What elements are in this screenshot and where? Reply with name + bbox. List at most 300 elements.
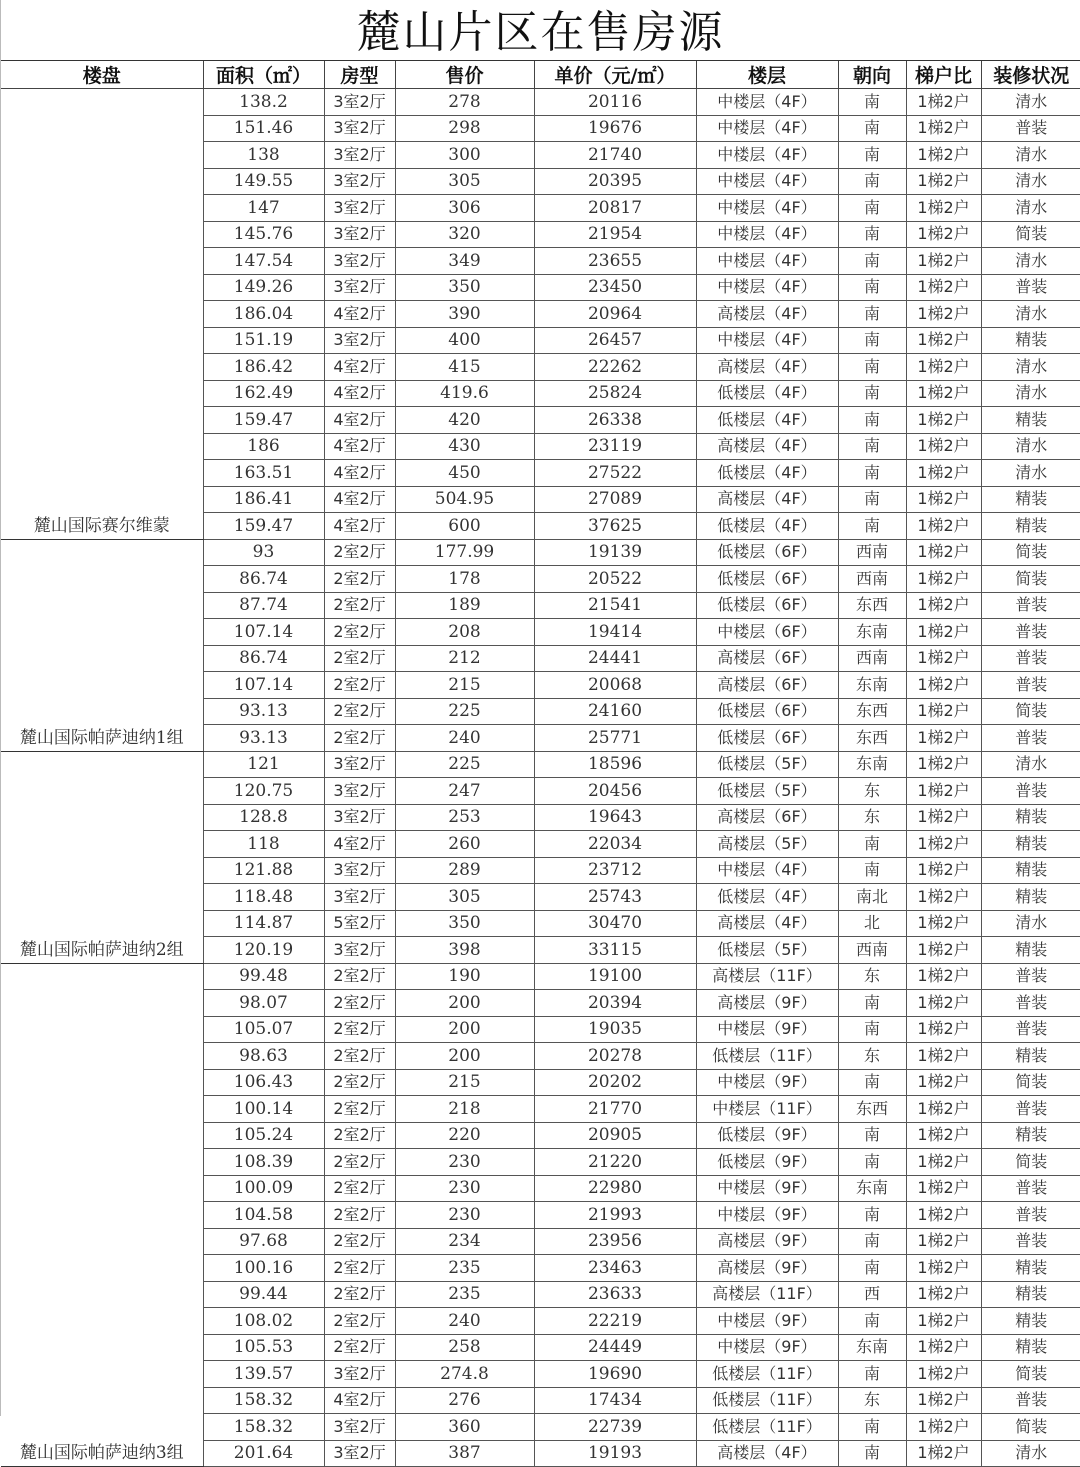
area-cell: 93 <box>203 539 324 566</box>
decoration-cell: 普装 <box>981 1387 1080 1414</box>
layout-cell: 4室2厅 <box>324 354 395 381</box>
orientation-cell: 南 <box>838 1016 906 1043</box>
price-cell: 504.95 <box>395 486 534 513</box>
elevator-ratio-cell: 1梯2户 <box>906 115 981 142</box>
orientation-cell: 东西 <box>838 725 906 752</box>
floor-cell: 低楼层（5F） <box>696 937 838 964</box>
unit-price-cell: 23712 <box>534 857 696 884</box>
layout-cell: 3室2厅 <box>324 884 395 911</box>
elevator-ratio-cell: 1梯2户 <box>906 1096 981 1123</box>
orientation-cell: 南 <box>838 1149 906 1176</box>
orientation-cell: 南 <box>838 274 906 301</box>
orientation-cell: 南 <box>838 115 906 142</box>
price-cell: 387 <box>395 1440 534 1467</box>
layout-cell: 3室2厅 <box>324 221 395 248</box>
price-cell: 218 <box>395 1096 534 1123</box>
floor-cell: 低楼层（5F） <box>696 751 838 778</box>
listings-table <box>1 61 1080 1467</box>
orientation-cell: 南 <box>838 221 906 248</box>
floor-cell: 低楼层（9F） <box>696 1149 838 1176</box>
floor-cell: 高楼层（4F） <box>696 1440 838 1467</box>
layout-cell: 2室2厅 <box>324 963 395 990</box>
decoration-cell: 普装 <box>981 115 1080 142</box>
floor-cell: 低楼层（11F） <box>696 1387 838 1414</box>
layout-cell: 3室2厅 <box>324 327 395 354</box>
price-cell: 289 <box>395 857 534 884</box>
layout-cell: 4室2厅 <box>324 380 395 407</box>
elevator-ratio-cell: 1梯2户 <box>906 354 981 381</box>
area-cell: 105.53 <box>203 1334 324 1361</box>
unit-price-cell: 37625 <box>534 513 696 540</box>
decoration-cell: 简装 <box>981 1069 1080 1096</box>
unit-price-cell: 20395 <box>534 168 696 195</box>
area-cell: 107.14 <box>203 619 324 646</box>
decoration-cell: 简装 <box>981 1361 1080 1388</box>
area-cell: 151.19 <box>203 327 324 354</box>
unit-price-cell: 25771 <box>534 725 696 752</box>
unit-price-cell: 24449 <box>534 1334 696 1361</box>
unit-price-cell: 19100 <box>534 963 696 990</box>
decoration-cell: 清水 <box>981 460 1080 487</box>
elevator-ratio-cell: 1梯2户 <box>906 486 981 513</box>
table-row <box>1 89 1080 116</box>
decoration-cell: 清水 <box>981 142 1080 169</box>
table-row <box>1 539 1080 566</box>
decoration-cell: 精装 <box>981 1281 1080 1308</box>
unit-price-cell: 19414 <box>534 619 696 646</box>
price-cell: 398 <box>395 937 534 964</box>
elevator-ratio-cell: 1梯2户 <box>906 195 981 222</box>
orientation-cell: 西南 <box>838 937 906 964</box>
price-cell: 208 <box>395 619 534 646</box>
floor-cell: 低楼层（6F） <box>696 539 838 566</box>
price-cell: 240 <box>395 1308 534 1335</box>
price-cell: 278 <box>395 89 534 116</box>
decoration-cell: 清水 <box>981 89 1080 116</box>
orientation-cell: 南 <box>838 1202 906 1229</box>
project-name-cell: 麓山国际帕萨迪纳1组 <box>1 539 203 751</box>
floor-cell: 中楼层（9F） <box>696 1334 838 1361</box>
price-cell: 230 <box>395 1149 534 1176</box>
unit-price-cell: 23119 <box>534 433 696 460</box>
unit-price-cell: 22739 <box>534 1414 696 1441</box>
floor-cell: 低楼层（6F） <box>696 698 838 725</box>
floor-cell: 低楼层（4F） <box>696 460 838 487</box>
price-cell: 274.8 <box>395 1361 534 1388</box>
decoration-cell: 精装 <box>981 831 1080 858</box>
elevator-ratio-cell: 1梯2户 <box>906 221 981 248</box>
decoration-cell: 清水 <box>981 354 1080 381</box>
header-layout: 房型 <box>324 61 395 89</box>
floor-cell: 高楼层（4F） <box>696 433 838 460</box>
layout-cell: 4室2厅 <box>324 1387 395 1414</box>
price-cell: 200 <box>395 1043 534 1070</box>
layout-cell: 2室2厅 <box>324 1175 395 1202</box>
unit-price-cell: 19139 <box>534 539 696 566</box>
layout-cell: 2室2厅 <box>324 592 395 619</box>
price-cell: 350 <box>395 910 534 937</box>
unit-price-cell: 26457 <box>534 327 696 354</box>
elevator-ratio-cell: 1梯2户 <box>906 990 981 1017</box>
floor-cell: 低楼层（11F） <box>696 1414 838 1441</box>
unit-price-cell: 20905 <box>534 1122 696 1149</box>
orientation-cell: 南 <box>838 1228 906 1255</box>
elevator-ratio-cell: 1梯2户 <box>906 1308 981 1335</box>
decoration-cell: 精装 <box>981 1122 1080 1149</box>
orientation-cell: 东 <box>838 1043 906 1070</box>
area-cell: 107.14 <box>203 672 324 699</box>
layout-cell: 3室2厅 <box>324 751 395 778</box>
layout-cell: 2室2厅 <box>324 645 395 672</box>
layout-cell: 2室2厅 <box>324 1255 395 1282</box>
elevator-ratio-cell: 1梯2户 <box>906 1149 981 1176</box>
price-cell: 230 <box>395 1202 534 1229</box>
area-cell: 138.2 <box>203 89 324 116</box>
price-cell: 390 <box>395 301 534 328</box>
floor-cell: 高楼层（9F） <box>696 990 838 1017</box>
layout-cell: 3室2厅 <box>324 937 395 964</box>
floor-cell: 低楼层（4F） <box>696 380 838 407</box>
header-row <box>1 61 1080 89</box>
elevator-ratio-cell: 1梯2户 <box>906 168 981 195</box>
elevator-ratio-cell: 1梯2户 <box>906 1043 981 1070</box>
price-cell: 298 <box>395 115 534 142</box>
layout-cell: 3室2厅 <box>324 89 395 116</box>
price-cell: 258 <box>395 1334 534 1361</box>
price-cell: 276 <box>395 1387 534 1414</box>
floor-cell: 中楼层（9F） <box>696 1202 838 1229</box>
area-cell: 93.13 <box>203 725 324 752</box>
unit-price-cell: 30470 <box>534 910 696 937</box>
orientation-cell: 南 <box>838 460 906 487</box>
area-cell: 118.48 <box>203 884 324 911</box>
layout-cell: 3室2厅 <box>324 1414 395 1441</box>
floor-cell: 低楼层（4F） <box>696 513 838 540</box>
elevator-ratio-cell: 1梯2户 <box>906 380 981 407</box>
price-cell: 230 <box>395 1175 534 1202</box>
orientation-cell: 东南 <box>838 1175 906 1202</box>
unit-price-cell: 19690 <box>534 1361 696 1388</box>
orientation-cell: 东 <box>838 1387 906 1414</box>
decoration-cell: 清水 <box>981 195 1080 222</box>
price-cell: 600 <box>395 513 534 540</box>
orientation-cell: 东西 <box>838 592 906 619</box>
unit-price-cell: 23633 <box>534 1281 696 1308</box>
orientation-cell: 南 <box>838 407 906 434</box>
header-unit-price: 单价（元/㎡） <box>534 61 696 89</box>
floor-cell: 中楼层（4F） <box>696 89 838 116</box>
floor-cell: 中楼层（4F） <box>696 195 838 222</box>
unit-price-cell: 20278 <box>534 1043 696 1070</box>
floor-cell: 中楼层（6F） <box>696 619 838 646</box>
orientation-cell: 南 <box>838 354 906 381</box>
area-cell: 118 <box>203 831 324 858</box>
floor-cell: 低楼层（6F） <box>696 592 838 619</box>
decoration-cell: 精装 <box>981 327 1080 354</box>
layout-cell: 3室2厅 <box>324 804 395 831</box>
orientation-cell: 南 <box>838 513 906 540</box>
table-body <box>1 89 1080 1467</box>
orientation-cell: 东 <box>838 778 906 805</box>
elevator-ratio-cell: 1梯2户 <box>906 1440 981 1467</box>
orientation-cell: 东南 <box>838 751 906 778</box>
price-cell: 225 <box>395 698 534 725</box>
layout-cell: 2室2厅 <box>324 1202 395 1229</box>
elevator-ratio-cell: 1梯2户 <box>906 963 981 990</box>
unit-price-cell: 21740 <box>534 142 696 169</box>
price-cell: 200 <box>395 1016 534 1043</box>
unit-price-cell: 20964 <box>534 301 696 328</box>
layout-cell: 2室2厅 <box>324 1281 395 1308</box>
layout-cell: 2室2厅 <box>324 1228 395 1255</box>
area-cell: 147.54 <box>203 248 324 275</box>
elevator-ratio-cell: 1梯2户 <box>906 1228 981 1255</box>
area-cell: 108.39 <box>203 1149 324 1176</box>
price-cell: 415 <box>395 354 534 381</box>
orientation-cell: 西南 <box>838 539 906 566</box>
decoration-cell: 清水 <box>981 301 1080 328</box>
floor-cell: 高楼层（11F） <box>696 963 838 990</box>
orientation-cell: 南 <box>838 857 906 884</box>
elevator-ratio-cell: 1梯2户 <box>906 1361 981 1388</box>
elevator-ratio-cell: 1梯2户 <box>906 804 981 831</box>
area-cell: 100.16 <box>203 1255 324 1282</box>
decoration-cell: 精装 <box>981 1043 1080 1070</box>
unit-price-cell: 23956 <box>534 1228 696 1255</box>
floor-cell: 高楼层（6F） <box>696 672 838 699</box>
layout-cell: 3室2厅 <box>324 142 395 169</box>
price-cell: 430 <box>395 433 534 460</box>
decoration-cell: 简装 <box>981 1149 1080 1176</box>
area-cell: 138 <box>203 142 324 169</box>
orientation-cell: 南 <box>838 1361 906 1388</box>
orientation-cell: 南 <box>838 1255 906 1282</box>
unit-price-cell: 19193 <box>534 1440 696 1467</box>
price-cell: 420 <box>395 407 534 434</box>
layout-cell: 2室2厅 <box>324 1069 395 1096</box>
area-cell: 186.04 <box>203 301 324 328</box>
floor-cell: 高楼层（6F） <box>696 645 838 672</box>
price-cell: 225 <box>395 751 534 778</box>
area-cell: 114.87 <box>203 910 324 937</box>
price-cell: 212 <box>395 645 534 672</box>
area-cell: 158.32 <box>203 1387 324 1414</box>
elevator-ratio-cell: 1梯2户 <box>906 460 981 487</box>
orientation-cell: 南 <box>838 433 906 460</box>
decoration-cell: 简装 <box>981 539 1080 566</box>
decoration-cell: 简装 <box>981 698 1080 725</box>
orientation-cell: 东 <box>838 963 906 990</box>
decoration-cell: 普装 <box>981 592 1080 619</box>
layout-cell: 5室2厅 <box>324 910 395 937</box>
floor-cell: 低楼层（11F） <box>696 1361 838 1388</box>
layout-cell: 4室2厅 <box>324 460 395 487</box>
elevator-ratio-cell: 1梯2户 <box>906 778 981 805</box>
elevator-ratio-cell: 1梯2户 <box>906 407 981 434</box>
decoration-cell: 普装 <box>981 963 1080 990</box>
price-cell: 189 <box>395 592 534 619</box>
floor-cell: 中楼层（4F） <box>696 142 838 169</box>
elevator-ratio-cell: 1梯2户 <box>906 857 981 884</box>
price-cell: 260 <box>395 831 534 858</box>
price-cell: 320 <box>395 221 534 248</box>
area-cell: 105.07 <box>203 1016 324 1043</box>
floor-cell: 中楼层（11F） <box>696 1096 838 1123</box>
elevator-ratio-cell: 1梯2户 <box>906 1202 981 1229</box>
decoration-cell: 清水 <box>981 248 1080 275</box>
price-cell: 349 <box>395 248 534 275</box>
orientation-cell: 东南 <box>838 672 906 699</box>
floor-cell: 低楼层（11F） <box>696 1043 838 1070</box>
decoration-cell: 精装 <box>981 1255 1080 1282</box>
unit-price-cell: 27089 <box>534 486 696 513</box>
area-cell: 121.88 <box>203 857 324 884</box>
floor-cell: 低楼层（6F） <box>696 566 838 593</box>
layout-cell: 3室2厅 <box>324 248 395 275</box>
orientation-cell: 南 <box>838 1122 906 1149</box>
area-cell: 147 <box>203 195 324 222</box>
layout-cell: 3室2厅 <box>324 778 395 805</box>
decoration-cell: 普装 <box>981 725 1080 752</box>
header-orientation: 朝向 <box>838 61 906 89</box>
orientation-cell: 西南 <box>838 566 906 593</box>
page-title: 麓山片区在售房源 <box>1 0 1080 61</box>
unit-price-cell: 25743 <box>534 884 696 911</box>
layout-cell: 2室2厅 <box>324 1122 395 1149</box>
area-cell: 87.74 <box>203 592 324 619</box>
elevator-ratio-cell: 1梯2户 <box>906 1016 981 1043</box>
elevator-ratio-cell: 1梯2户 <box>906 433 981 460</box>
unit-price-cell: 24160 <box>534 698 696 725</box>
elevator-ratio-cell: 1梯2户 <box>906 645 981 672</box>
price-cell: 350 <box>395 274 534 301</box>
elevator-ratio-cell: 1梯2户 <box>906 910 981 937</box>
elevator-ratio-cell: 1梯2户 <box>906 884 981 911</box>
layout-cell: 4室2厅 <box>324 513 395 540</box>
orientation-cell: 南 <box>838 89 906 116</box>
orientation-cell: 南 <box>838 168 906 195</box>
area-cell: 162.49 <box>203 380 324 407</box>
header-floor: 楼层 <box>696 61 838 89</box>
decoration-cell: 普装 <box>981 1175 1080 1202</box>
elevator-ratio-cell: 1梯2户 <box>906 301 981 328</box>
layout-cell: 4室2厅 <box>324 407 395 434</box>
area-cell: 104.58 <box>203 1202 324 1229</box>
unit-price-cell: 27522 <box>534 460 696 487</box>
price-cell: 253 <box>395 804 534 831</box>
floor-cell: 中楼层（4F） <box>696 248 838 275</box>
decoration-cell: 普装 <box>981 1202 1080 1229</box>
floor-cell: 中楼层（4F） <box>696 221 838 248</box>
unit-price-cell: 21541 <box>534 592 696 619</box>
decoration-cell: 普装 <box>981 990 1080 1017</box>
unit-price-cell: 21993 <box>534 1202 696 1229</box>
unit-price-cell: 19035 <box>534 1016 696 1043</box>
elevator-ratio-cell: 1梯2户 <box>906 1281 981 1308</box>
unit-price-cell: 19676 <box>534 115 696 142</box>
layout-cell: 2室2厅 <box>324 619 395 646</box>
area-cell: 120.19 <box>203 937 324 964</box>
orientation-cell: 西 <box>838 1281 906 1308</box>
price-cell: 400 <box>395 327 534 354</box>
unit-price-cell: 22262 <box>534 354 696 381</box>
price-cell: 450 <box>395 460 534 487</box>
floor-cell: 高楼层（4F） <box>696 354 838 381</box>
elevator-ratio-cell: 1梯2户 <box>906 1387 981 1414</box>
area-cell: 186.42 <box>203 354 324 381</box>
elevator-ratio-cell: 1梯2户 <box>906 1069 981 1096</box>
unit-price-cell: 20456 <box>534 778 696 805</box>
area-cell: 128.8 <box>203 804 324 831</box>
elevator-ratio-cell: 1梯2户 <box>906 831 981 858</box>
price-cell: 200 <box>395 990 534 1017</box>
elevator-ratio-cell: 1梯2户 <box>906 513 981 540</box>
floor-cell: 高楼层（4F） <box>696 910 838 937</box>
unit-price-cell: 24441 <box>534 645 696 672</box>
layout-cell: 3室2厅 <box>324 274 395 301</box>
unit-price-cell: 25824 <box>534 380 696 407</box>
decoration-cell: 精装 <box>981 407 1080 434</box>
orientation-cell: 南 <box>838 301 906 328</box>
header-area: 面积（㎡） <box>203 61 324 89</box>
area-cell: 139.57 <box>203 1361 324 1388</box>
elevator-ratio-cell: 1梯2户 <box>906 566 981 593</box>
layout-cell: 4室2厅 <box>324 486 395 513</box>
orientation-cell: 南 <box>838 831 906 858</box>
layout-cell: 2室2厅 <box>324 1043 395 1070</box>
floor-cell: 中楼层（4F） <box>696 327 838 354</box>
price-cell: 235 <box>395 1281 534 1308</box>
unit-price-cell: 20817 <box>534 195 696 222</box>
project-name-cell: 麓山国际帕萨迪纳2组 <box>1 751 203 963</box>
elevator-ratio-cell: 1梯2户 <box>906 937 981 964</box>
decoration-cell: 普装 <box>981 1016 1080 1043</box>
decoration-cell: 清水 <box>981 751 1080 778</box>
area-cell: 186 <box>203 433 324 460</box>
orientation-cell: 东南 <box>838 619 906 646</box>
layout-cell: 3室2厅 <box>324 1361 395 1388</box>
layout-cell: 4室2厅 <box>324 831 395 858</box>
header-elevator-ratio: 梯户比 <box>906 61 981 89</box>
price-cell: 235 <box>395 1255 534 1282</box>
unit-price-cell: 20522 <box>534 566 696 593</box>
price-cell: 240 <box>395 725 534 752</box>
unit-price-cell: 19643 <box>534 804 696 831</box>
price-cell: 300 <box>395 142 534 169</box>
layout-cell: 2室2厅 <box>324 1149 395 1176</box>
decoration-cell: 普装 <box>981 1096 1080 1123</box>
table-row <box>1 751 1080 778</box>
orientation-cell: 南 <box>838 1440 906 1467</box>
elevator-ratio-cell: 1梯2户 <box>906 592 981 619</box>
area-cell: 163.51 <box>203 460 324 487</box>
area-cell: 100.14 <box>203 1096 324 1123</box>
decoration-cell: 普装 <box>981 672 1080 699</box>
elevator-ratio-cell: 1梯2户 <box>906 274 981 301</box>
layout-cell: 2室2厅 <box>324 1096 395 1123</box>
price-cell: 419.6 <box>395 380 534 407</box>
decoration-cell: 简装 <box>981 221 1080 248</box>
decoration-cell: 简装 <box>981 1414 1080 1441</box>
decoration-cell: 清水 <box>981 380 1080 407</box>
area-cell: 86.74 <box>203 566 324 593</box>
area-cell: 97.68 <box>203 1228 324 1255</box>
orientation-cell: 南 <box>838 327 906 354</box>
floor-cell: 低楼层（6F） <box>696 725 838 752</box>
orientation-cell: 西南 <box>838 645 906 672</box>
area-cell: 106.43 <box>203 1069 324 1096</box>
floor-cell: 低楼层（5F） <box>696 778 838 805</box>
